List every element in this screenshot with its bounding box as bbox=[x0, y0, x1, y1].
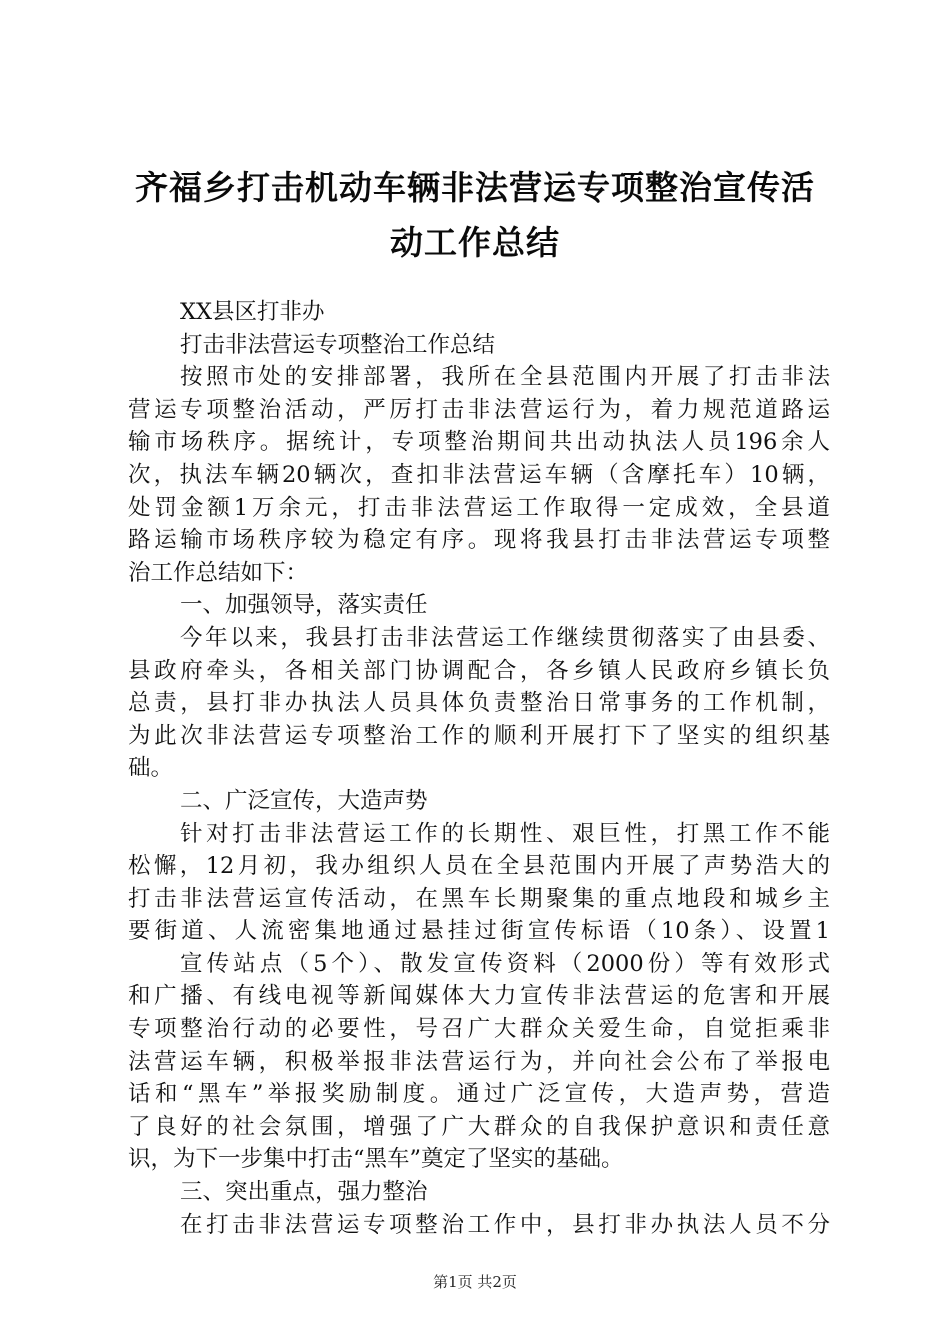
text-line: 处罚金额1万余元，打击非法营运工作取得一定成效，全县道 bbox=[128, 494, 830, 521]
text-line: 今年以来，我县打击非法营运工作继续贯彻落实了由县委、 bbox=[180, 624, 830, 651]
text-line: XX县区打非办 bbox=[180, 299, 325, 325]
text-line: 路运输市场秩序较为稳定有序。现将我县打击非法营运专项整 bbox=[128, 527, 830, 554]
text-line: 县政府牵头，各相关部门协调配合，各乡镇人民政府乡镇长负 bbox=[128, 657, 830, 684]
text-line: 要街道、人流密集地通过悬挂过街宣传标语（10条）、设置1 bbox=[128, 918, 830, 945]
text-line: 次，执法车辆20辆次，查扣非法营运车辆（含摩托车）10辆， bbox=[128, 461, 830, 488]
text-line: 三、突出重点，强力整治 bbox=[180, 1179, 428, 1206]
text-line: 输市场秩序。据统计，专项整治期间共出动执法人员196余人 bbox=[128, 429, 830, 456]
text-line: 法营运车辆，积极举报非法营运行为，并向社会公布了举报电 bbox=[128, 1048, 830, 1075]
text-line: 二、广泛宣传，大造声势 bbox=[180, 787, 428, 814]
text-line: 为此次非法营运专项整治工作的顺利开展打下了坚实的组织基 bbox=[128, 722, 830, 749]
title-line-1: 齐福乡打击机动车辆非法营运专项整治宣传活 bbox=[135, 168, 815, 207]
text-line: 治工作总结如下： bbox=[128, 559, 309, 586]
text-line: 宣传站点（5个）、散发宣传资料（2000份）等有效形式 bbox=[180, 950, 830, 977]
text-line: 专项整治行动的必要性，号召广大群众关爱生命，自觉拒乘非 bbox=[128, 1016, 830, 1043]
text-line: 一、加强领导，落实责任 bbox=[180, 592, 428, 619]
page-footer: 第1页 共2页 bbox=[433, 1273, 517, 1291]
text-line: 在打击非法营运专项整治工作中，县打非办执法人员不分 bbox=[180, 1211, 830, 1238]
document-body bbox=[128, 296, 830, 1241]
document-title bbox=[100, 160, 850, 270]
text-line: 和广播、有线电视等新闻媒体大力宣传非法营运的危害和开展 bbox=[128, 983, 830, 1010]
text-line: 针对打击非法营运工作的长期性、艰巨性，打黑工作不能 bbox=[180, 820, 830, 847]
title-line-2: 动工作总结 bbox=[390, 223, 560, 262]
text-line: 打击非法营运专项整治工作总结 bbox=[180, 331, 496, 358]
text-line: 话和“黑车”举报奖励制度。通过广泛宣传，大造声势，营造 bbox=[128, 1081, 830, 1108]
text-line: 松懈，12月初，我办组织人员在全县范围内开展了声势浩大的 bbox=[128, 853, 830, 880]
text-line: 识，为下一步集中打击“黑车”奠定了坚实的基础。 bbox=[128, 1146, 624, 1173]
text-line: 按照市处的安排部署，我所在全县范围内开展了打击非法 bbox=[180, 364, 830, 391]
text-line: 打击非法营运宣传活动，在黑车长期聚集的重点地段和城乡主 bbox=[128, 885, 830, 912]
text-line: 营运专项整治活动，严厉打击非法营运行为，着力规范道路运 bbox=[128, 396, 830, 423]
text-line: 了良好的社会氛围，增强了广大群众的自我保护意识和责任意 bbox=[128, 1113, 830, 1140]
text-line: 总责，县打非办执法人员具体负责整治日常事务的工作机制， bbox=[128, 690, 830, 717]
text-line: 础。 bbox=[128, 755, 174, 782]
